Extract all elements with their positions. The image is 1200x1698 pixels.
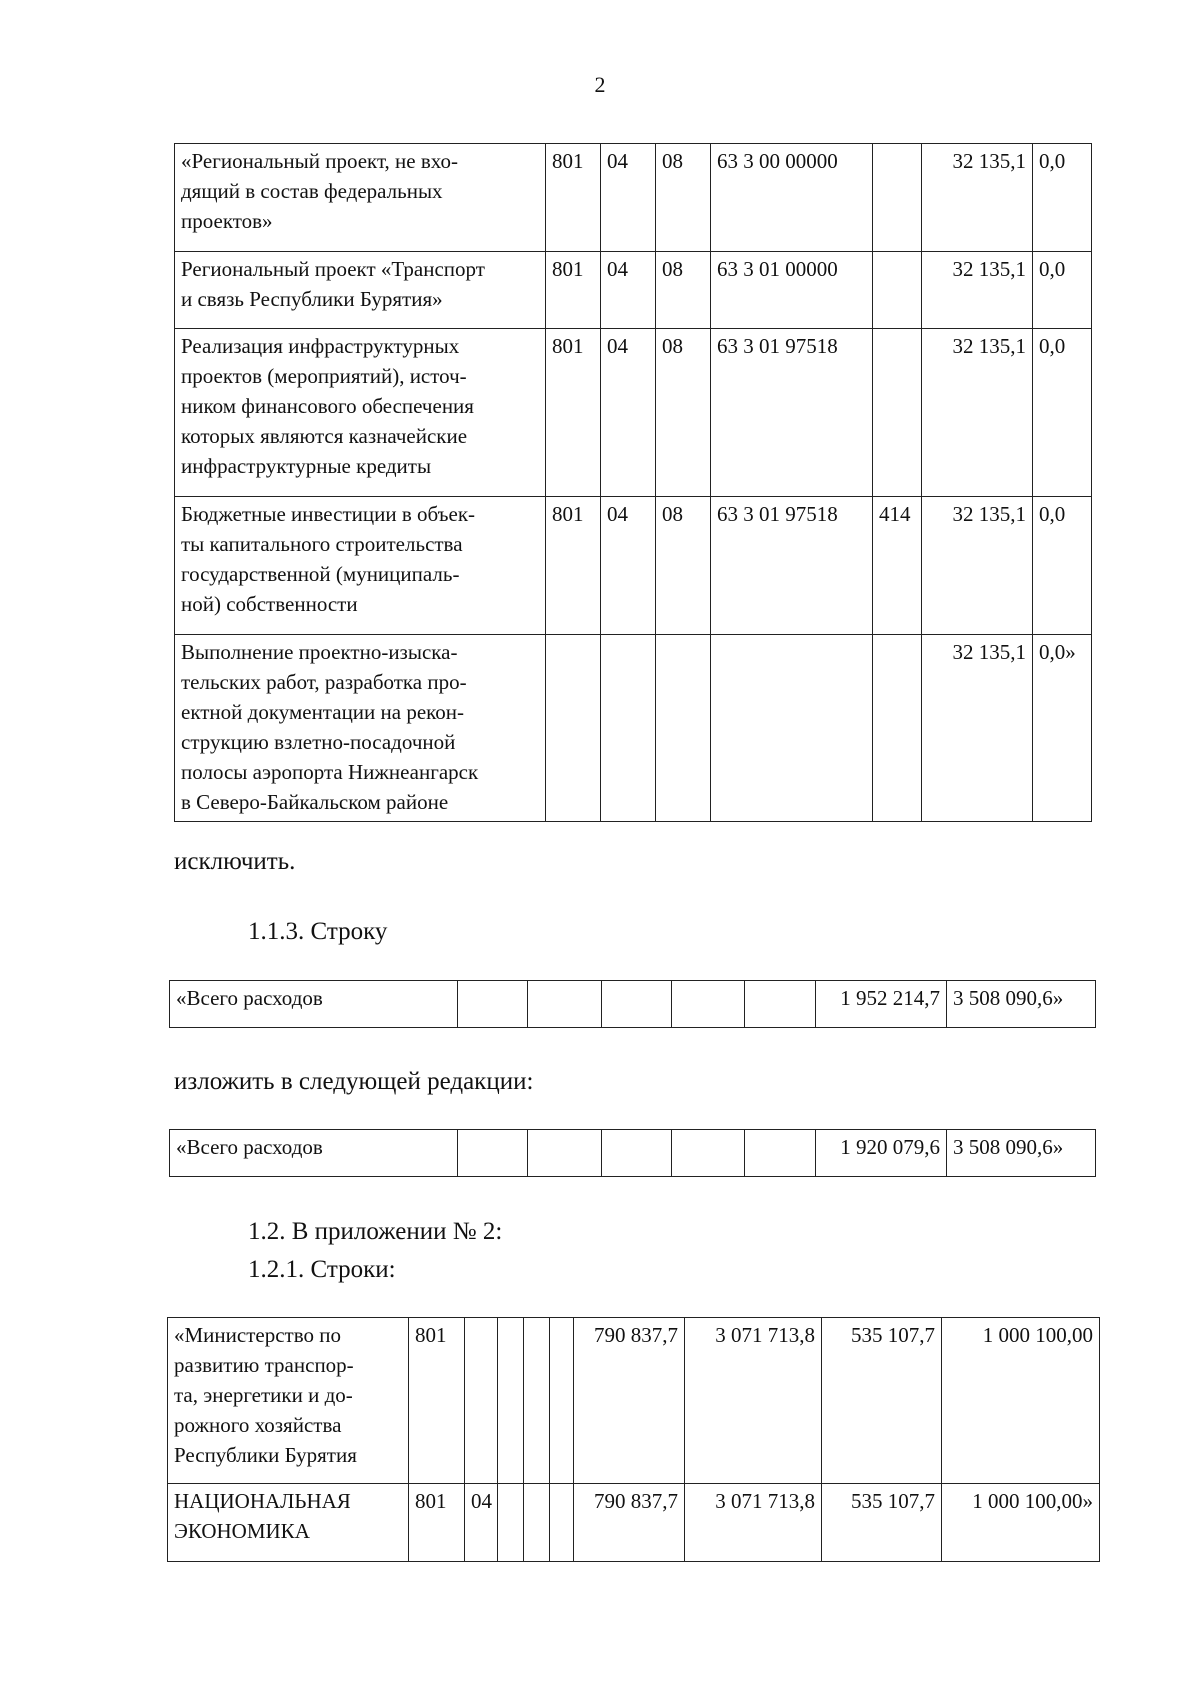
table-row bbox=[168, 1318, 1100, 1484]
cell-ved: 801 bbox=[546, 329, 601, 497]
cell-subsection: 08 bbox=[656, 252, 711, 329]
row-name: Бюджетные инвестиции в объек- ты капитального строительства государственной (муниципаль- ной) собственности bbox=[175, 497, 546, 635]
row-name: «Всего расходов bbox=[170, 981, 458, 1028]
cell-expense-type bbox=[873, 635, 922, 822]
cell-value-3: 535 107,7 bbox=[822, 1318, 942, 1484]
empty-cell bbox=[602, 981, 672, 1028]
cell-section: 04 bbox=[601, 329, 656, 497]
table-row bbox=[175, 635, 1092, 822]
cell-sum-2: 3 508 090,6» bbox=[947, 1130, 1096, 1177]
cell-target-article bbox=[711, 635, 873, 822]
empty-cell bbox=[498, 1484, 524, 1562]
empty-cell bbox=[458, 981, 528, 1028]
empty-cell bbox=[602, 1130, 672, 1177]
ministry-table bbox=[167, 1317, 1100, 1562]
row-name: Реализация инфраструктурных проектов (мероприятий), источ- ником финансового обеспечения которых являются казначейские инфраструктурные кредиты bbox=[175, 329, 546, 497]
cell-expense-type: 414 bbox=[873, 497, 922, 635]
cell-sum-2: 0,0 bbox=[1033, 329, 1092, 497]
total-table-old bbox=[169, 980, 1096, 1028]
cell-section: 04 bbox=[465, 1484, 498, 1562]
empty-cell bbox=[550, 1484, 574, 1562]
cell-sum-2: 3 508 090,6» bbox=[947, 981, 1096, 1028]
page-number: 2 bbox=[594, 72, 606, 97]
cell-value-2: 3 071 713,8 bbox=[685, 1318, 822, 1484]
total-table-new bbox=[169, 1129, 1096, 1177]
cell-section: 04 bbox=[601, 252, 656, 329]
empty-cell bbox=[745, 1130, 816, 1177]
cell-section: 04 bbox=[601, 144, 656, 252]
cell-value-2: 3 071 713,8 bbox=[685, 1484, 822, 1562]
cell-section bbox=[465, 1318, 498, 1484]
exclude-text: исключить. bbox=[174, 848, 296, 875]
empty-cell bbox=[550, 1318, 574, 1484]
cell-sum-1: 32 135,1 bbox=[922, 329, 1033, 497]
cell-value-4: 1 000 100,00 bbox=[942, 1318, 1100, 1484]
cell-ved: 801 bbox=[409, 1318, 465, 1484]
cell-ved: 801 bbox=[546, 144, 601, 252]
empty-cell bbox=[458, 1130, 528, 1177]
empty-cell bbox=[745, 981, 816, 1028]
cell-sum-1: 1 920 079,6 bbox=[816, 1130, 947, 1177]
cell-sum-1: 32 135,1 bbox=[922, 635, 1033, 822]
cell-subsection: 08 bbox=[656, 329, 711, 497]
table-row bbox=[168, 1484, 1100, 1562]
cell-expense-type bbox=[873, 144, 922, 252]
cell-expense-type bbox=[873, 329, 922, 497]
cell-value-1: 790 837,7 bbox=[574, 1318, 685, 1484]
cell-target-article: 63 3 01 97518 bbox=[711, 329, 873, 497]
cell-target-article: 63 3 01 97518 bbox=[711, 497, 873, 635]
empty-cell bbox=[524, 1484, 550, 1562]
table-row bbox=[175, 144, 1092, 252]
cell-section bbox=[601, 635, 656, 822]
cell-value-3: 535 107,7 bbox=[822, 1484, 942, 1562]
cell-value-1: 790 837,7 bbox=[574, 1484, 685, 1562]
cell-sum-1: 32 135,1 bbox=[922, 497, 1033, 635]
cell-section: 04 bbox=[601, 497, 656, 635]
table-row bbox=[175, 497, 1092, 635]
cell-target-article: 63 3 00 00000 bbox=[711, 144, 873, 252]
cell-sum-2: 0,0 bbox=[1033, 144, 1092, 252]
cell-ved: 801 bbox=[546, 252, 601, 329]
cell-sum-1: 1 952 214,7 bbox=[816, 981, 947, 1028]
table-row bbox=[175, 329, 1092, 497]
cell-sum-1: 32 135,1 bbox=[922, 144, 1033, 252]
cell-subsection: 08 bbox=[656, 497, 711, 635]
empty-cell bbox=[528, 981, 602, 1028]
budget-table-excluded-rows bbox=[174, 143, 1092, 822]
empty-cell bbox=[528, 1130, 602, 1177]
empty-cell bbox=[498, 1318, 524, 1484]
cell-sum-1: 32 135,1 bbox=[922, 252, 1033, 329]
cell-subsection: 08 bbox=[656, 144, 711, 252]
cell-sum-2: 0,0 bbox=[1033, 497, 1092, 635]
heading-1-1-3: 1.1.3. Строку bbox=[248, 918, 388, 945]
cell-ved bbox=[546, 635, 601, 822]
cell-expense-type bbox=[873, 252, 922, 329]
empty-cell bbox=[672, 1130, 745, 1177]
heading-1-2-1: 1.2.1. Строки: bbox=[248, 1256, 396, 1283]
row-name: «Министерство по развитию транспор- та, энергетики и до- рожного хозяйства Республики Бурятия bbox=[168, 1318, 409, 1484]
cell-value-4: 1 000 100,00» bbox=[942, 1484, 1100, 1562]
row-name: «Всего расходов bbox=[170, 1130, 458, 1177]
empty-cell bbox=[672, 981, 745, 1028]
row-name: Региональный проект «Транспорт и связь Республики Бурятия» bbox=[175, 252, 546, 329]
cell-ved: 801 bbox=[546, 497, 601, 635]
table-row bbox=[170, 981, 1096, 1028]
cell-target-article: 63 3 01 00000 bbox=[711, 252, 873, 329]
cell-sum-2: 0,0 bbox=[1033, 252, 1092, 329]
cell-subsection bbox=[656, 635, 711, 822]
row-name: Выполнение проектно-изыска- тельских работ, разработка про- ектной документации на рекон- струкцию взлетно-посадочной полосы аэропорта Нижнеангарск в Северо-Байкальском районе bbox=[175, 635, 546, 822]
empty-cell bbox=[524, 1318, 550, 1484]
row-name: «Региональный проект, не вхо- дящий в состав федеральных проектов» bbox=[175, 144, 546, 252]
new-edition-text: изложить в следующей редакции: bbox=[174, 1068, 534, 1095]
row-name: НАЦИОНАЛЬНАЯ ЭКОНОМИКА bbox=[168, 1484, 409, 1562]
table-row bbox=[175, 252, 1092, 329]
table-row bbox=[170, 1130, 1096, 1177]
heading-1-2: 1.2. В приложении № 2: bbox=[248, 1218, 503, 1245]
cell-sum-2: 0,0» bbox=[1033, 635, 1092, 822]
cell-ved: 801 bbox=[409, 1484, 465, 1562]
